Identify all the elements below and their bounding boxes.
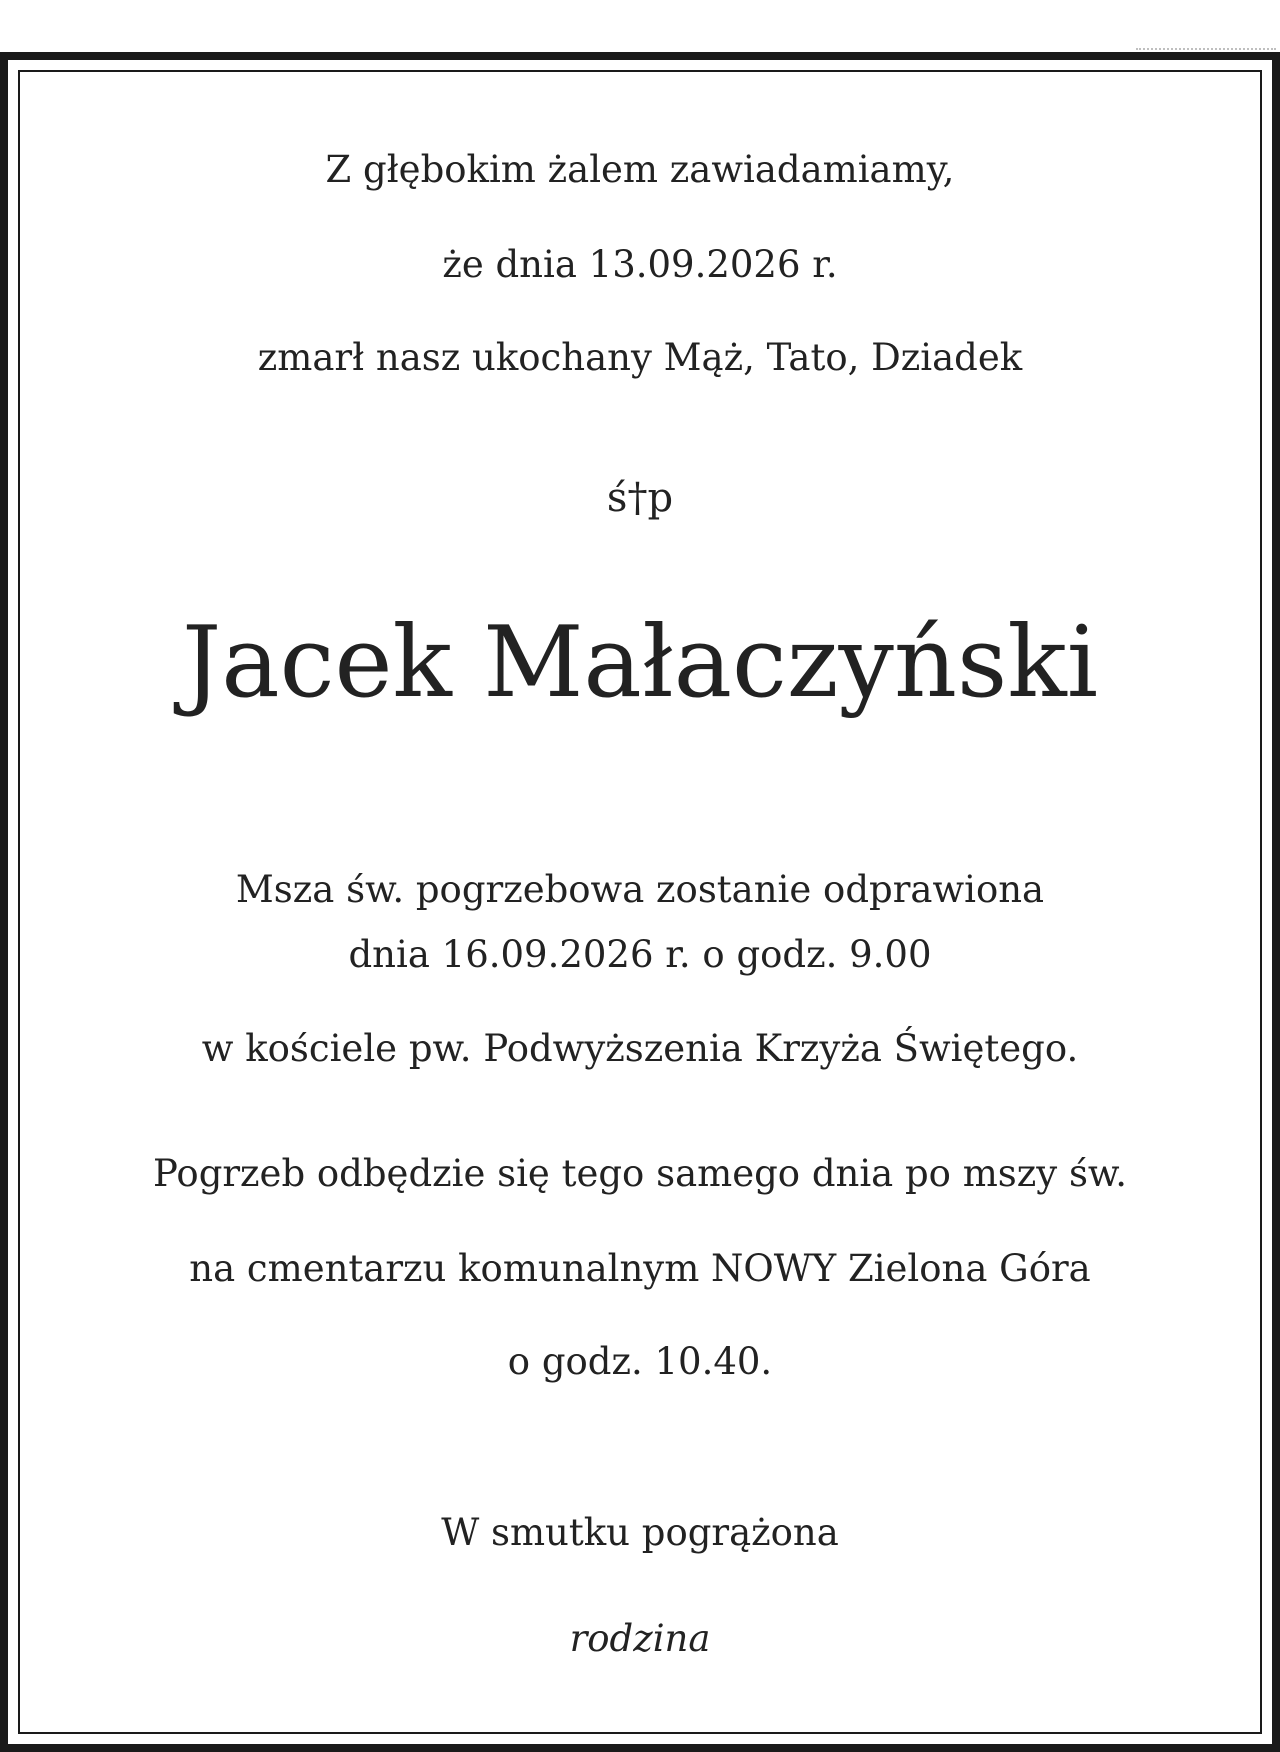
intro-line-3: zmarł nasz ukochany Mąż, Tato, Dziadek (257, 336, 1023, 379)
intro-line-2: że dnia 13.09.2026 r. (442, 243, 838, 286)
corner-dotted-line (1136, 38, 1276, 50)
intro-line-1: Z głębokim żalem zawiadamiamy, (325, 148, 955, 191)
deceased-name: Jacek Małaczyński (181, 606, 1099, 720)
mass-line-3: w kościele pw. Podwyższenia Krzyża Świętego. (201, 1027, 1079, 1070)
stp-mark: ś†p (606, 475, 674, 521)
mass-line-2: dnia 16.09.2026 r. o godz. 9.00 (348, 933, 932, 976)
burial-line-1: Pogrzeb odbędzie się tego samego dnia po mszy św. (153, 1152, 1127, 1195)
burial-line-3: o godz. 10.40. (507, 1340, 773, 1383)
mass-line-1: Msza św. pogrzebowa zostanie odprawiona (235, 868, 1045, 911)
signature: rodzina (569, 1617, 711, 1660)
closing-line: W smutku pogrążona (441, 1511, 839, 1554)
burial-line-2: na cmentarzu komunalnym NOWY Zielona Góra (189, 1247, 1091, 1290)
